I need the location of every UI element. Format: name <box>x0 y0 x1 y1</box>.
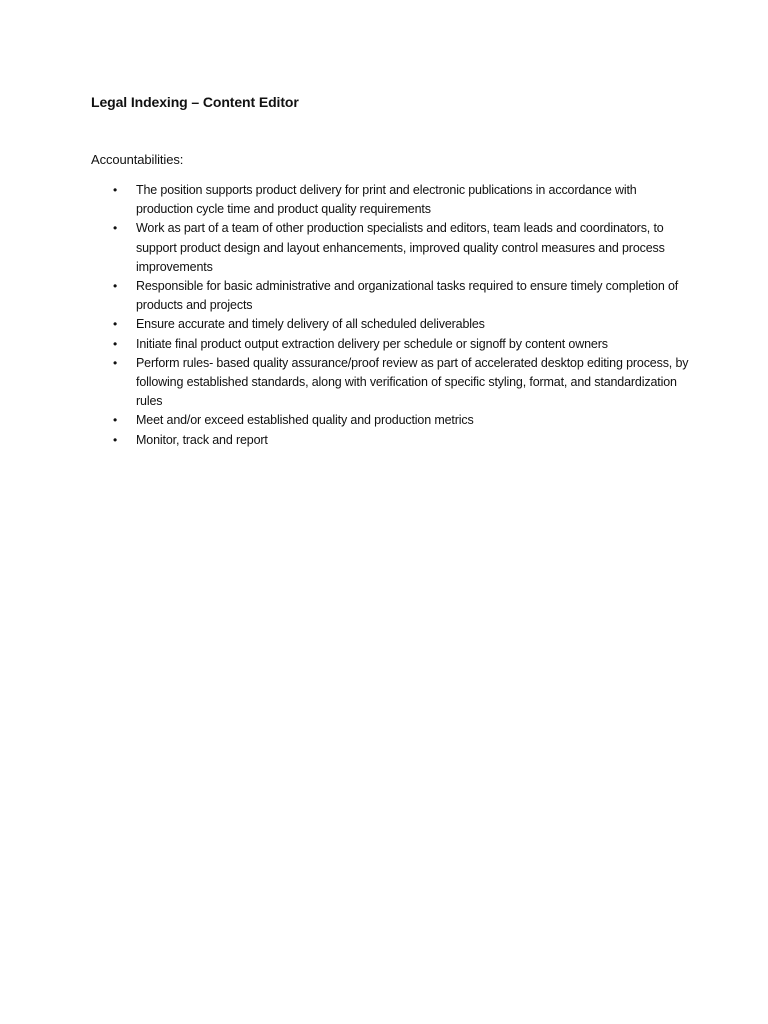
bullet-icon: • <box>113 413 118 428</box>
list-item <box>113 277 693 315</box>
bullet-icon: • <box>113 432 118 447</box>
list-item-text: Ensure accurate and timely delivery of all scheduled deliverables <box>136 317 485 332</box>
list-item-text: Monitor, track and report <box>136 432 268 447</box>
list-item <box>113 181 693 219</box>
bullet-icon: • <box>113 183 118 197</box>
section-heading: Accountabilities: <box>91 152 184 167</box>
list-item <box>113 335 693 354</box>
list-item-text: Meet and/or exceed established quality and production metrics <box>136 413 474 428</box>
list-item <box>113 431 693 450</box>
list-item <box>113 315 693 334</box>
bullet-icon: • <box>113 279 118 294</box>
bullet-icon: • <box>113 355 118 370</box>
list-item-text: Initiate final product output extraction delivery per schedule or signoff by content owners <box>136 336 608 351</box>
bullet-icon: • <box>113 221 118 236</box>
bullet-icon: • <box>113 317 118 332</box>
bullet-icon: • <box>113 336 118 351</box>
accountabilities-list <box>113 181 693 450</box>
list-item-text: The position supports product delivery for print and electronic publications in accordance with production cycle time and product quality requirements <box>136 183 637 217</box>
list-item-text: Perform rules- based quality assurance/proof review as part of accelerated desktop editing process, by following established standards, along with verification of specific styling, format, and standardization rules <box>136 355 689 409</box>
list-item-text: Work as part of a team of other production specialists and editors, team leads and coordinators, to support product design and layout enhancements, improved quality control measures and process improvements <box>136 221 665 274</box>
list-item-text: Responsible for basic administrative and organizational tasks required to ensure timely completion of products and projects <box>136 279 679 313</box>
list-item <box>113 354 693 412</box>
list-item <box>113 219 693 277</box>
document-title: Legal Indexing – Content Editor <box>91 94 299 110</box>
list-item <box>113 411 693 430</box>
